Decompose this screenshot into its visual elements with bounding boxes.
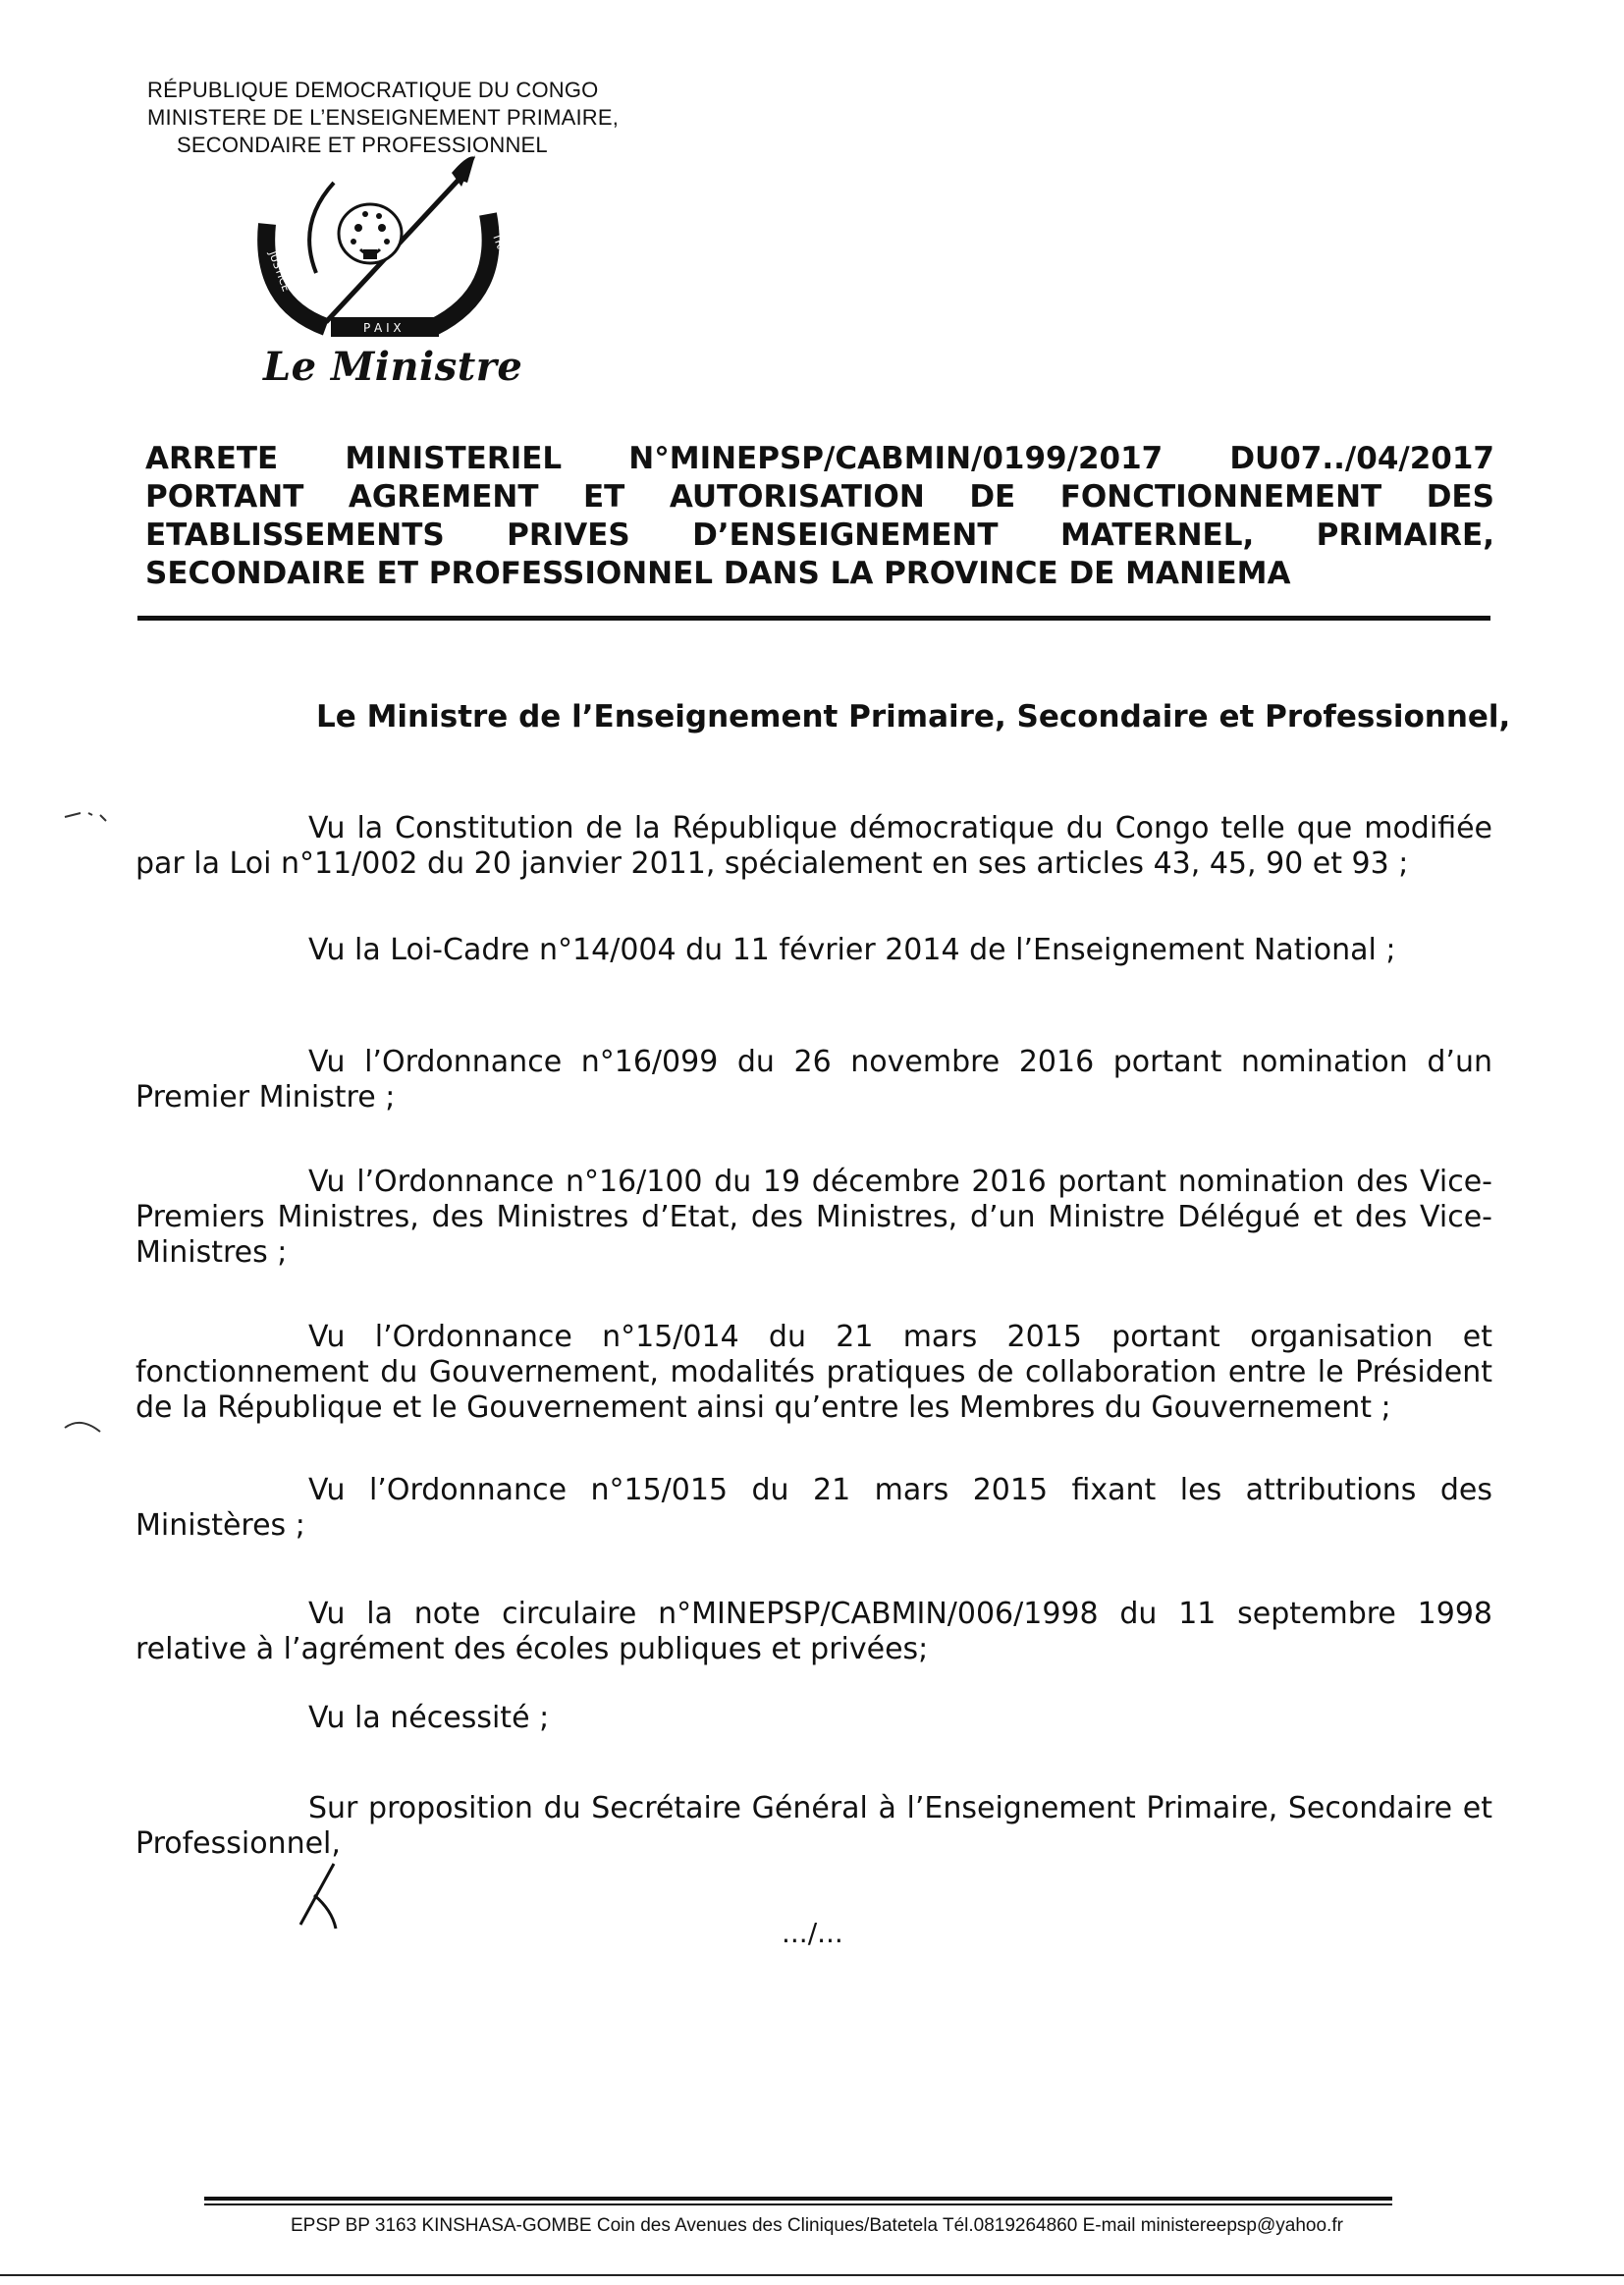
title-line-1: ARRETE MINISTERIEL N°MINEPSP/CABMIN/0199/2017 DU07../04/2017	[145, 441, 1494, 476]
minister-heading: Le Ministre de l’Enseignement Primaire, Secondaire et Professionnel,	[316, 699, 1511, 734]
letterhead	[147, 77, 697, 159]
title-line-3: ETABLISSEMENTS PRIVES D’ENSEIGNEMENT MATERNEL, PRIMAIRE,	[145, 517, 1494, 553]
footer-rule	[204, 2197, 1392, 2201]
signature-caption: Le Ministre	[263, 344, 523, 390]
recital-loi-cadre: Vu la Loi-Cadre n°14/004 du 11 février 2014 de l’Enseignement National ;	[308, 933, 1396, 967]
footer-rule-thin	[204, 2203, 1392, 2205]
recital-ordonnance-15-015: Vu l’Ordonnance n°15/015 du 21 mars 2015 fixant les attributions des Ministères ;	[135, 1473, 1492, 1543]
coat-of-arms-emblem	[257, 155, 517, 352]
title-line-4: SECONDAIRE ET PROFESSIONNEL DANS LA PROVINCE DE MANIEMA	[145, 556, 1291, 591]
recital-necessite: Vu la nécessité ;	[308, 1701, 550, 1735]
emblem-word-justice: JUSTICE	[266, 248, 294, 294]
handwritten-initial	[293, 1856, 352, 1934]
recital-ordonnance-16-099: Vu l’Ordonnance n°16/099 du 26 novembre 2016 portant nomination d’un Premier Ministre ;	[135, 1045, 1492, 1115]
title-line-2: PORTANT AGREMENT ET AUTORISATION DE FONCTIONNEMENT DES	[145, 479, 1494, 515]
recital-ordonnance-15-014: Vu l’Ordonnance n°15/014 du 21 mars 2015 portant organisation et fonctionnement du Gouvernement, modalités pratiques de collaboration entre le Président de la République et le Gouvernement ainsi qu’entre les Membres du Gouvernement ;	[135, 1320, 1492, 1425]
title-underline	[137, 616, 1490, 621]
margin-mark	[61, 1414, 106, 1438]
recital-proposition: Sur proposition du Secrétaire Général à l’Enseignement Primaire, Secondaire et Professionnel,	[135, 1791, 1492, 1861]
scan-edge	[0, 2274, 1624, 2276]
continuation-marker: .../...	[782, 1917, 843, 1949]
letterhead-ministry: MINISTERE DE L’ENSEIGNEMENT PRIMAIRE,	[147, 105, 620, 130]
recital-note-circulaire: Vu la note circulaire n°MINEPSP/CABMIN/006/1998 du 11 septembre 1998 relative à l’agrément des écoles publiques et privées;	[135, 1597, 1492, 1666]
letterhead-country: RÉPUBLIQUE DEMOCRATIQUE DU CONGO	[147, 78, 599, 102]
recital-ordonnance-16-100: Vu l’Ordonnance n°16/100 du 19 décembre 2016 portant nomination des Vice-Premiers Ministres, des Ministres d’Etat, des Ministres, d’un Ministre Délégué et des Vice-Ministres ;	[135, 1165, 1492, 1270]
letterhead-ministry-cont: SECONDAIRE ET PROFESSIONNEL	[177, 133, 548, 157]
recital-constitution: Vu la Constitution de la République démocratique du Congo telle que modifiée par la Loi n°11/002 du 20 janvier 2011, spécialement en ses articles 43, 45, 90 et 93 ;	[135, 811, 1492, 881]
emblem-word-paix: P A I X	[363, 321, 402, 335]
emblem-word-travail: TRAVAIL	[489, 231, 517, 278]
margin-mark	[61, 805, 110, 825]
footer-address: EPSP BP 3163 KINSHASA-GOMBE Coin des Avenues des Cliniques/Batetela Tél.0819264860 E-mail ministereepsp@yahoo.fr	[291, 2215, 1343, 2236]
decree-title	[145, 440, 1494, 593]
